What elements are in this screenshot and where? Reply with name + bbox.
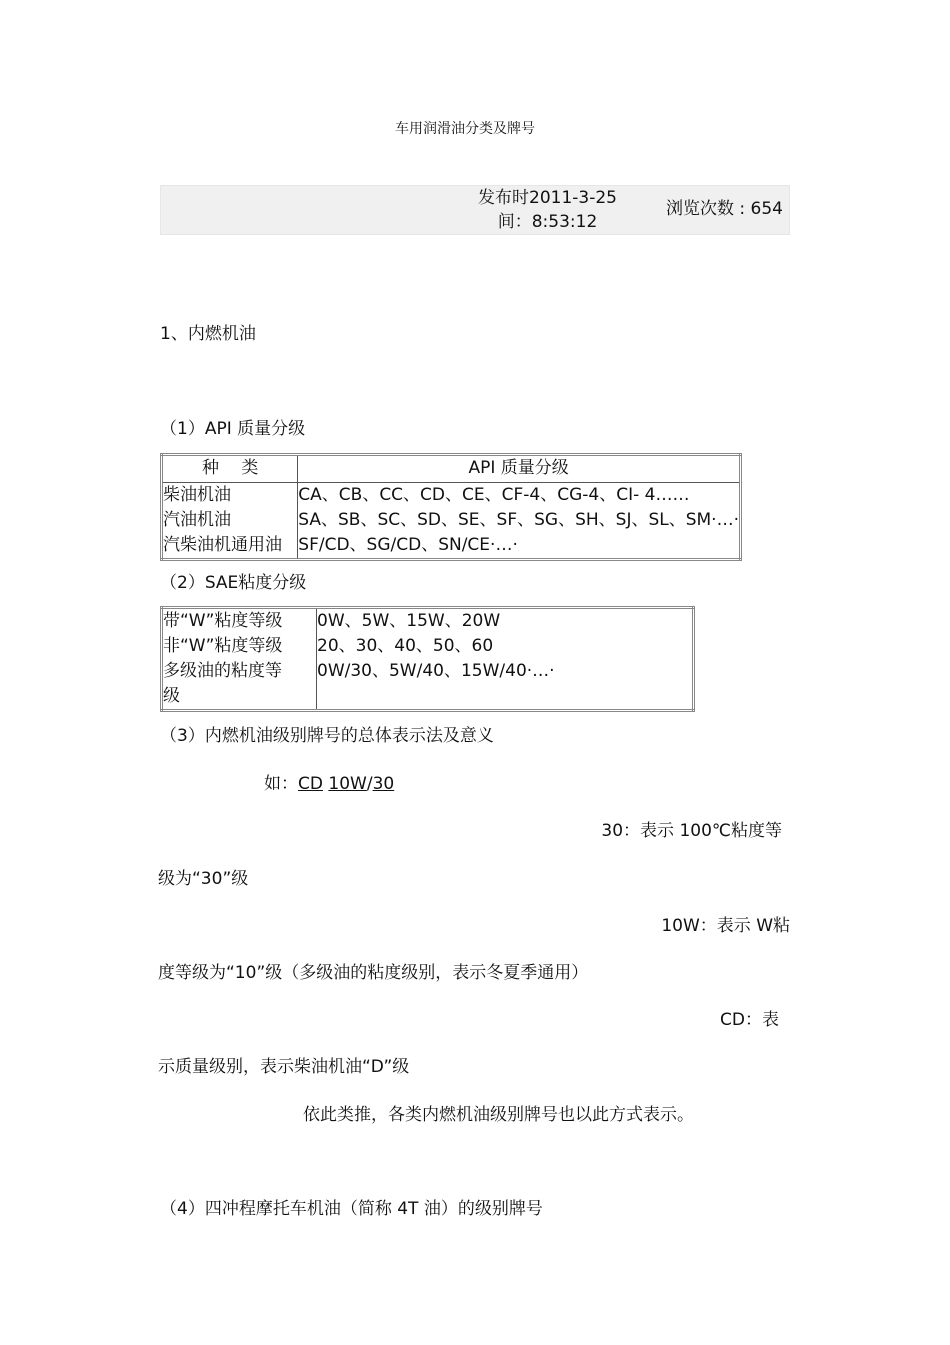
document-title: 车用润滑油分类及牌号 (395, 121, 535, 137)
kind-non-w-grade: 非“W”粘度等级 (163, 636, 283, 656)
table-row (162, 483, 741, 560)
example-line (264, 773, 394, 795)
grades-gasoline: SA、SB、SC、SD、SE、SF、SG、SH、SJ、SL、SM·…· (298, 510, 739, 530)
explain-cd-a: CD：表 (720, 1010, 779, 1030)
values-non-w-grade: 20、30、40、50、60 (317, 636, 494, 656)
publish-time (478, 186, 617, 234)
explain-analogy: 依此类推，各类内燃机油级别牌号也以此方式表示。 (303, 1105, 694, 1125)
kind-multigrade: 多级油的粘度等 (163, 661, 282, 681)
explain-30-a: 30：表示 100℃粘度等 (601, 821, 782, 841)
example-prefix: 如： (264, 774, 298, 794)
api-grade-table (160, 453, 742, 561)
subheading-sae: （2）SAE粘度分级 (160, 573, 307, 593)
explain-cd-b: 示质量级别，表示柴油机油“D”级 (158, 1057, 410, 1077)
explain-10w-a: 10W：表示 W粘 (661, 916, 790, 936)
table-header-kind: 种 类 (162, 455, 298, 483)
explain-30-b: 级为“30”级 (158, 869, 249, 889)
example-winter: 10W (328, 774, 367, 794)
kind-gasoline: 汽油机油 (163, 510, 231, 530)
kind-w-grade: 带“W”粘度等级 (163, 611, 283, 631)
kind-universal: 汽柴油机通用油 (163, 535, 282, 555)
example-quality: CD (298, 774, 323, 794)
subheading-designation: （3）内燃机油级别牌号的总体表示法及意义 (160, 726, 494, 746)
table-row (162, 455, 741, 483)
values-w-grade: 0W、5W、15W、20W (317, 611, 501, 631)
grades-diesel: CA、CB、CC、CD、CE、CF-4、CG-4、CI- 4…… (298, 485, 690, 505)
table-cell-kinds (162, 483, 298, 560)
time-label-line1: 发布时 (478, 188, 529, 208)
kind-diesel: 柴油机油 (163, 485, 231, 505)
kind-multigrade-cont: 级 (163, 686, 180, 706)
table-cell-grades (298, 483, 741, 560)
table-cell-values (317, 608, 694, 711)
publish-clock: 8:53:12 (531, 212, 598, 232)
section-heading-engine-oil: 1、内燃机油 (160, 324, 256, 344)
publish-date: 2011-3-25 (529, 188, 617, 208)
time-label-line2: 间： (497, 212, 532, 232)
sae-viscosity-table (160, 606, 695, 712)
subheading-api: （1）API 质量分级 (160, 419, 306, 439)
table-row (162, 608, 694, 711)
table-cell-kinds (162, 608, 317, 711)
grades-universal: SF/CD、SG/CD、SN/CE·…· (298, 535, 518, 555)
values-multigrade: 0W/30、5W/40、15W/40·…· (317, 661, 555, 681)
example-summer: 30 (372, 774, 395, 794)
view-count: 浏览次数 : 654 (666, 199, 783, 219)
table-header-grade: API 质量分级 (298, 455, 741, 483)
explain-10w-b: 度等级为“10”级（多级油的粘度级别，表示冬夏季通用） (158, 963, 589, 983)
subheading-4t-oil: （4）四冲程摩托车机油（简称 4T 油）的级别牌号 (160, 1199, 543, 1219)
example-sep: / (366, 774, 373, 794)
